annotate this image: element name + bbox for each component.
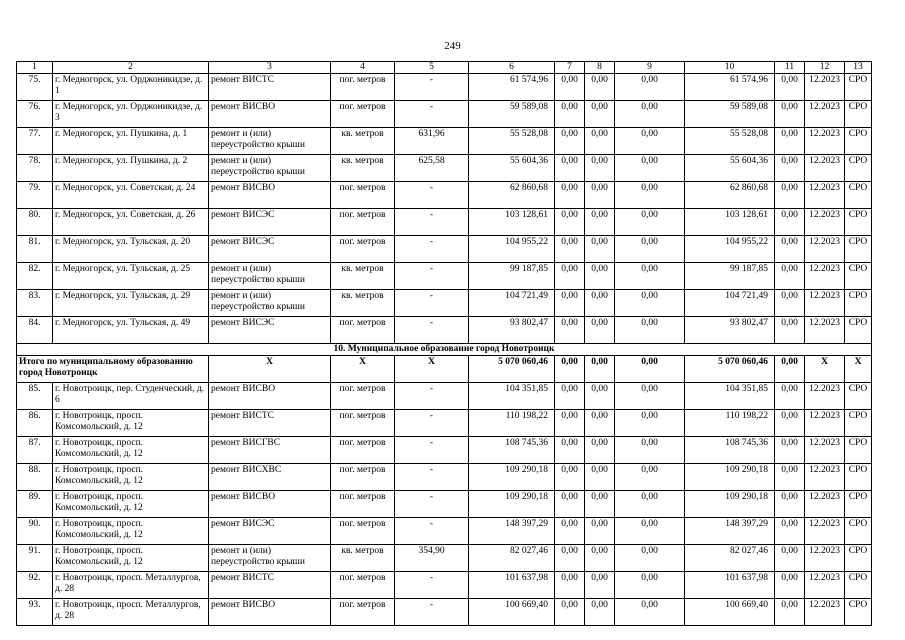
value-cell-9: 0,00 <box>615 599 685 626</box>
row-number: 87. <box>17 437 53 464</box>
column-header-1: 1 <box>17 62 53 74</box>
value-cell-7: 0,00 <box>555 410 585 437</box>
value-cell-8: 0,00 <box>585 491 615 518</box>
value-cell-11: 0,00 <box>775 437 805 464</box>
value-cell-8: 0,00 <box>585 464 615 491</box>
total-cost-cell: 104 351,85 <box>469 383 555 410</box>
total-cell-12: X <box>805 356 845 383</box>
unit-cell: пог. метров <box>331 182 395 209</box>
address-cell: г. Новотроицк, просп. Комсомольский, д. 12 <box>53 410 209 437</box>
total-cell-6: 5 070 060,46 <box>469 356 555 383</box>
value-cell-11: 0,00 <box>775 209 805 236</box>
contractor-cell: СРО <box>845 209 872 236</box>
work-type-cell: ремонт ВИСВО <box>209 182 331 209</box>
value-cell-7: 0,00 <box>555 128 585 155</box>
value-cell-10: 93 802,47 <box>685 317 775 344</box>
total-cost-cell: 55 604,36 <box>469 155 555 182</box>
contractor-cell: СРО <box>845 317 872 344</box>
value-cell-8: 0,00 <box>585 236 615 263</box>
value-cell-8: 0,00 <box>585 383 615 410</box>
value-cell-10: 148 397,29 <box>685 518 775 545</box>
contractor-cell: СРО <box>845 182 872 209</box>
contractor-cell: СРО <box>845 74 872 101</box>
contractor-cell: СРО <box>845 101 872 128</box>
table-row <box>17 383 872 410</box>
value-cell-9: 0,00 <box>615 74 685 101</box>
total-cost-cell: 62 860,68 <box>469 182 555 209</box>
total-cell-11: 0,00 <box>775 356 805 383</box>
value-cell-9: 0,00 <box>615 437 685 464</box>
value-cell-8: 0,00 <box>585 317 615 344</box>
volume-cell: - <box>395 410 469 437</box>
column-number-header-row <box>17 62 872 74</box>
table-row <box>17 437 872 464</box>
row-number: 83. <box>17 290 53 317</box>
value-cell-11: 0,00 <box>775 572 805 599</box>
row-number: 88. <box>17 464 53 491</box>
value-cell-9: 0,00 <box>615 545 685 572</box>
value-cell-7: 0,00 <box>555 599 585 626</box>
completion-date-cell: 12.2023 <box>805 410 845 437</box>
value-cell-10: 109 290,18 <box>685 491 775 518</box>
volume-cell: - <box>395 209 469 236</box>
contractor-cell: СРО <box>845 128 872 155</box>
volume-cell: 354,90 <box>395 545 469 572</box>
value-cell-10: 100 669,40 <box>685 599 775 626</box>
value-cell-11: 0,00 <box>775 599 805 626</box>
row-number: 93. <box>17 599 53 626</box>
value-cell-9: 0,00 <box>615 383 685 410</box>
value-cell-8: 0,00 <box>585 545 615 572</box>
value-cell-11: 0,00 <box>775 290 805 317</box>
contractor-cell: СРО <box>845 464 872 491</box>
unit-cell: кв. метров <box>331 263 395 290</box>
section-title: 10. Муниципальное образование город Новотроицк <box>17 344 872 356</box>
work-type-cell: ремонт ВИСВО <box>209 491 331 518</box>
contractor-cell: СРО <box>845 545 872 572</box>
row-number: 82. <box>17 263 53 290</box>
total-cost-cell: 104 721,49 <box>469 290 555 317</box>
row-number: 91. <box>17 545 53 572</box>
unit-cell: кв. метров <box>331 155 395 182</box>
row-number: 78. <box>17 155 53 182</box>
total-cell-10: 5 070 060,46 <box>685 356 775 383</box>
row-number: 86. <box>17 410 53 437</box>
municipality-total-row <box>17 356 872 383</box>
address-cell: г. Медногорск, ул. Орджоникидзе, д. 1 <box>53 74 209 101</box>
total-cell-8: 0,00 <box>585 356 615 383</box>
volume-cell: - <box>395 491 469 518</box>
address-cell: г. Новотроицк, просп. Металлургов, д. 28 <box>53 572 209 599</box>
table-row <box>17 101 872 128</box>
volume-cell: - <box>395 317 469 344</box>
work-type-cell: ремонт ВИСГВС <box>209 437 331 464</box>
value-cell-9: 0,00 <box>615 101 685 128</box>
completion-date-cell: 12.2023 <box>805 101 845 128</box>
total-cost-cell: 82 027,46 <box>469 545 555 572</box>
table-row <box>17 209 872 236</box>
volume-cell: - <box>395 290 469 317</box>
value-cell-9: 0,00 <box>615 182 685 209</box>
value-cell-11: 0,00 <box>775 491 805 518</box>
work-type-cell: ремонт ВИСТС <box>209 572 331 599</box>
table-row <box>17 410 872 437</box>
column-header-12: 12 <box>805 62 845 74</box>
work-type-cell: ремонт и (или) переустройство крыши <box>209 263 331 290</box>
volume-cell: - <box>395 74 469 101</box>
table-row <box>17 74 872 101</box>
row-number: 81. <box>17 236 53 263</box>
value-cell-8: 0,00 <box>585 437 615 464</box>
completion-date-cell: 12.2023 <box>805 491 845 518</box>
table-row <box>17 290 872 317</box>
table-row <box>17 599 872 626</box>
value-cell-7: 0,00 <box>555 572 585 599</box>
row-number: 90. <box>17 518 53 545</box>
completion-date-cell: 12.2023 <box>805 128 845 155</box>
value-cell-8: 0,00 <box>585 209 615 236</box>
value-cell-7: 0,00 <box>555 263 585 290</box>
contractor-cell: СРО <box>845 437 872 464</box>
contractor-cell: СРО <box>845 263 872 290</box>
work-type-cell: ремонт ВИСЭС <box>209 317 331 344</box>
completion-date-cell: 12.2023 <box>805 236 845 263</box>
address-cell: г. Новотроицк, просп. Комсомольский, д. 12 <box>53 545 209 572</box>
row-number: 92. <box>17 572 53 599</box>
repair-register-table-wrapper <box>16 61 871 626</box>
value-cell-11: 0,00 <box>775 263 805 290</box>
value-cell-11: 0,00 <box>775 410 805 437</box>
table-row <box>17 491 872 518</box>
address-cell: г. Медногорск, ул. Советская, д. 26 <box>53 209 209 236</box>
value-cell-8: 0,00 <box>585 263 615 290</box>
value-cell-7: 0,00 <box>555 74 585 101</box>
address-cell: г. Медногорск, ул. Тульская, д. 20 <box>53 236 209 263</box>
table-row <box>17 317 872 344</box>
table-row <box>17 128 872 155</box>
value-cell-9: 0,00 <box>615 518 685 545</box>
value-cell-9: 0,00 <box>615 317 685 344</box>
completion-date-cell: 12.2023 <box>805 209 845 236</box>
total-cost-cell: 61 574,96 <box>469 74 555 101</box>
address-cell: г. Новотроицк, просп. Металлургов, д. 28 <box>53 599 209 626</box>
value-cell-7: 0,00 <box>555 491 585 518</box>
value-cell-8: 0,00 <box>585 101 615 128</box>
value-cell-9: 0,00 <box>615 263 685 290</box>
table-row <box>17 263 872 290</box>
contractor-cell: СРО <box>845 491 872 518</box>
unit-cell: кв. метров <box>331 545 395 572</box>
value-cell-11: 0,00 <box>775 545 805 572</box>
work-type-cell: ремонт ВИСТС <box>209 74 331 101</box>
value-cell-9: 0,00 <box>615 155 685 182</box>
completion-date-cell: 12.2023 <box>805 572 845 599</box>
total-cost-cell: 93 802,47 <box>469 317 555 344</box>
value-cell-11: 0,00 <box>775 464 805 491</box>
work-type-cell: ремонт ВИСЭС <box>209 518 331 545</box>
address-cell: г. Медногорск, ул. Тульская, д. 25 <box>53 263 209 290</box>
volume-cell: - <box>395 182 469 209</box>
total-cost-cell: 101 637,98 <box>469 572 555 599</box>
work-type-cell: ремонт ВИСЭС <box>209 236 331 263</box>
column-header-10: 10 <box>685 62 775 74</box>
completion-date-cell: 12.2023 <box>805 155 845 182</box>
volume-cell: - <box>395 101 469 128</box>
total-cell-9: 0,00 <box>615 356 685 383</box>
volume-cell: - <box>395 599 469 626</box>
value-cell-7: 0,00 <box>555 209 585 236</box>
total-cost-cell: 103 128,61 <box>469 209 555 236</box>
value-cell-7: 0,00 <box>555 155 585 182</box>
table-row <box>17 182 872 209</box>
total-cost-cell: 109 290,18 <box>469 464 555 491</box>
value-cell-11: 0,00 <box>775 155 805 182</box>
contractor-cell: СРО <box>845 518 872 545</box>
table-row <box>17 572 872 599</box>
value-cell-9: 0,00 <box>615 290 685 317</box>
column-header-9: 9 <box>615 62 685 74</box>
value-cell-10: 62 860,68 <box>685 182 775 209</box>
row-number: 85. <box>17 383 53 410</box>
completion-date-cell: 12.2023 <box>805 74 845 101</box>
table-row <box>17 236 872 263</box>
value-cell-9: 0,00 <box>615 209 685 236</box>
total-cost-cell: 148 397,29 <box>469 518 555 545</box>
value-cell-10: 55 604,36 <box>685 155 775 182</box>
contractor-cell: СРО <box>845 383 872 410</box>
table-body <box>17 62 872 626</box>
contractor-cell: СРО <box>845 236 872 263</box>
value-cell-7: 0,00 <box>555 236 585 263</box>
completion-date-cell: 12.2023 <box>805 464 845 491</box>
completion-date-cell: 12.2023 <box>805 437 845 464</box>
column-header-5: 5 <box>395 62 469 74</box>
value-cell-7: 0,00 <box>555 437 585 464</box>
value-cell-11: 0,00 <box>775 518 805 545</box>
volume-cell: 631,96 <box>395 128 469 155</box>
table-row <box>17 464 872 491</box>
value-cell-10: 104 351,85 <box>685 383 775 410</box>
completion-date-cell: 12.2023 <box>805 290 845 317</box>
value-cell-11: 0,00 <box>775 128 805 155</box>
address-cell: г. Медногорск, ул. Советская, д. 24 <box>53 182 209 209</box>
volume-cell: - <box>395 236 469 263</box>
value-cell-11: 0,00 <box>775 74 805 101</box>
completion-date-cell: 12.2023 <box>805 263 845 290</box>
total-cell-13: X <box>845 356 872 383</box>
value-cell-11: 0,00 <box>775 236 805 263</box>
work-type-cell: ремонт и (или) переустройство крыши <box>209 155 331 182</box>
unit-cell: пог. метров <box>331 599 395 626</box>
value-cell-9: 0,00 <box>615 572 685 599</box>
work-type-cell: ремонт и (или) переустройство крыши <box>209 128 331 155</box>
section-heading-row <box>17 344 872 356</box>
address-cell: г. Медногорск, ул. Орджоникидзе, д. 3 <box>53 101 209 128</box>
value-cell-10: 109 290,18 <box>685 464 775 491</box>
address-cell: г. Медногорск, ул. Тульская, д. 29 <box>53 290 209 317</box>
row-number: 84. <box>17 317 53 344</box>
total-cell-7: 0,00 <box>555 356 585 383</box>
column-header-13: 13 <box>845 62 872 74</box>
value-cell-10: 59 589,08 <box>685 101 775 128</box>
unit-cell: пог. метров <box>331 209 395 236</box>
value-cell-10: 61 574,96 <box>685 74 775 101</box>
value-cell-9: 0,00 <box>615 491 685 518</box>
value-cell-10: 104 955,22 <box>685 236 775 263</box>
work-type-cell: ремонт ВИСТС <box>209 410 331 437</box>
value-cell-7: 0,00 <box>555 182 585 209</box>
value-cell-11: 0,00 <box>775 317 805 344</box>
total-cost-cell: 104 955,22 <box>469 236 555 263</box>
completion-date-cell: 12.2023 <box>805 182 845 209</box>
value-cell-8: 0,00 <box>585 182 615 209</box>
value-cell-9: 0,00 <box>615 464 685 491</box>
unit-cell: кв. метров <box>331 128 395 155</box>
total-cell-3: X <box>209 356 331 383</box>
address-cell: г. Медногорск, ул. Пушкина, д. 2 <box>53 155 209 182</box>
total-cost-cell: 99 187,85 <box>469 263 555 290</box>
address-cell: г. Новотроицк, просп. Комсомольский, д. 12 <box>53 518 209 545</box>
value-cell-7: 0,00 <box>555 290 585 317</box>
completion-date-cell: 12.2023 <box>805 383 845 410</box>
value-cell-11: 0,00 <box>775 383 805 410</box>
row-number: 75. <box>17 74 53 101</box>
volume-cell: - <box>395 464 469 491</box>
value-cell-10: 103 128,61 <box>685 209 775 236</box>
value-cell-10: 99 187,85 <box>685 263 775 290</box>
unit-cell: пог. метров <box>331 101 395 128</box>
volume-cell: - <box>395 518 469 545</box>
total-cost-cell: 110 198,22 <box>469 410 555 437</box>
value-cell-7: 0,00 <box>555 545 585 572</box>
value-cell-10: 110 198,22 <box>685 410 775 437</box>
unit-cell: пог. метров <box>331 437 395 464</box>
value-cell-7: 0,00 <box>555 101 585 128</box>
row-number: 79. <box>17 182 53 209</box>
total-cost-cell: 109 290,18 <box>469 491 555 518</box>
total-cost-cell: 108 745,36 <box>469 437 555 464</box>
address-cell: г. Новотроицк, просп. Комсомольский, д. 12 <box>53 464 209 491</box>
total-cell-5: X <box>395 356 469 383</box>
value-cell-9: 0,00 <box>615 410 685 437</box>
unit-cell: пог. метров <box>331 410 395 437</box>
volume-cell: 625,58 <box>395 155 469 182</box>
contractor-cell: СРО <box>845 290 872 317</box>
value-cell-9: 0,00 <box>615 236 685 263</box>
unit-cell: пог. метров <box>331 464 395 491</box>
value-cell-8: 0,00 <box>585 290 615 317</box>
address-cell: г. Новотроицк, пер. Студенческий, д. 6 <box>53 383 209 410</box>
repair-register-table <box>16 61 872 626</box>
value-cell-10: 101 637,98 <box>685 572 775 599</box>
volume-cell: - <box>395 263 469 290</box>
value-cell-7: 0,00 <box>555 464 585 491</box>
value-cell-7: 0,00 <box>555 518 585 545</box>
unit-cell: пог. метров <box>331 518 395 545</box>
value-cell-8: 0,00 <box>585 518 615 545</box>
row-number: 89. <box>17 491 53 518</box>
row-number: 77. <box>17 128 53 155</box>
table-row <box>17 545 872 572</box>
column-header-2: 2 <box>53 62 209 74</box>
value-cell-7: 0,00 <box>555 317 585 344</box>
value-cell-10: 82 027,46 <box>685 545 775 572</box>
completion-date-cell: 12.2023 <box>805 599 845 626</box>
column-header-11: 11 <box>775 62 805 74</box>
contractor-cell: СРО <box>845 599 872 626</box>
address-cell: г. Медногорск, ул. Тульская, д. 49 <box>53 317 209 344</box>
value-cell-10: 104 721,49 <box>685 290 775 317</box>
unit-cell: пог. метров <box>331 491 395 518</box>
column-header-3: 3 <box>209 62 331 74</box>
address-cell: г. Новотроицк, просп. Комсомольский, д. 12 <box>53 437 209 464</box>
completion-date-cell: 12.2023 <box>805 545 845 572</box>
value-cell-11: 0,00 <box>775 101 805 128</box>
work-type-cell: ремонт ВИСВО <box>209 101 331 128</box>
work-type-cell: ремонт и (или) переустройство крыши <box>209 545 331 572</box>
column-header-4: 4 <box>331 62 395 74</box>
column-header-8: 8 <box>585 62 615 74</box>
value-cell-7: 0,00 <box>555 383 585 410</box>
unit-cell: пог. метров <box>331 236 395 263</box>
work-type-cell: ремонт и (или) переустройство крыши <box>209 290 331 317</box>
work-type-cell: ремонт ВИСВО <box>209 383 331 410</box>
unit-cell: пог. метров <box>331 74 395 101</box>
value-cell-8: 0,00 <box>585 410 615 437</box>
unit-cell: пог. метров <box>331 317 395 344</box>
value-cell-8: 0,00 <box>585 599 615 626</box>
value-cell-10: 108 745,36 <box>685 437 775 464</box>
completion-date-cell: 12.2023 <box>805 518 845 545</box>
unit-cell: пог. метров <box>331 572 395 599</box>
total-cell-4: X <box>331 356 395 383</box>
value-cell-8: 0,00 <box>585 74 615 101</box>
value-cell-11: 0,00 <box>775 182 805 209</box>
column-header-7: 7 <box>555 62 585 74</box>
value-cell-8: 0,00 <box>585 572 615 599</box>
work-type-cell: ремонт ВИСХВС <box>209 464 331 491</box>
row-number: 80. <box>17 209 53 236</box>
value-cell-10: 55 528,08 <box>685 128 775 155</box>
table-row <box>17 155 872 182</box>
total-cost-cell: 55 528,08 <box>469 128 555 155</box>
work-type-cell: ремонт ВИСЭС <box>209 209 331 236</box>
volume-cell: - <box>395 572 469 599</box>
completion-date-cell: 12.2023 <box>805 317 845 344</box>
volume-cell: - <box>395 383 469 410</box>
value-cell-8: 0,00 <box>585 155 615 182</box>
total-label: Итого по муниципальному образованию город Новотроицк <box>17 356 209 383</box>
row-number: 76. <box>17 101 53 128</box>
total-cost-cell: 59 589,08 <box>469 101 555 128</box>
volume-cell: - <box>395 437 469 464</box>
address-cell: г. Медногорск, ул. Пушкина, д. 1 <box>53 128 209 155</box>
unit-cell: пог. метров <box>331 383 395 410</box>
contractor-cell: СРО <box>845 410 872 437</box>
value-cell-9: 0,00 <box>615 128 685 155</box>
total-cost-cell: 100 669,40 <box>469 599 555 626</box>
contractor-cell: СРО <box>845 155 872 182</box>
page-number: 249 <box>444 40 461 52</box>
value-cell-8: 0,00 <box>585 128 615 155</box>
table-row <box>17 518 872 545</box>
work-type-cell: ремонт ВИСВО <box>209 599 331 626</box>
column-header-6: 6 <box>469 62 555 74</box>
address-cell: г. Новотроицк, просп. Комсомольский, д. 12 <box>53 491 209 518</box>
contractor-cell: СРО <box>845 572 872 599</box>
unit-cell: кв. метров <box>331 290 395 317</box>
